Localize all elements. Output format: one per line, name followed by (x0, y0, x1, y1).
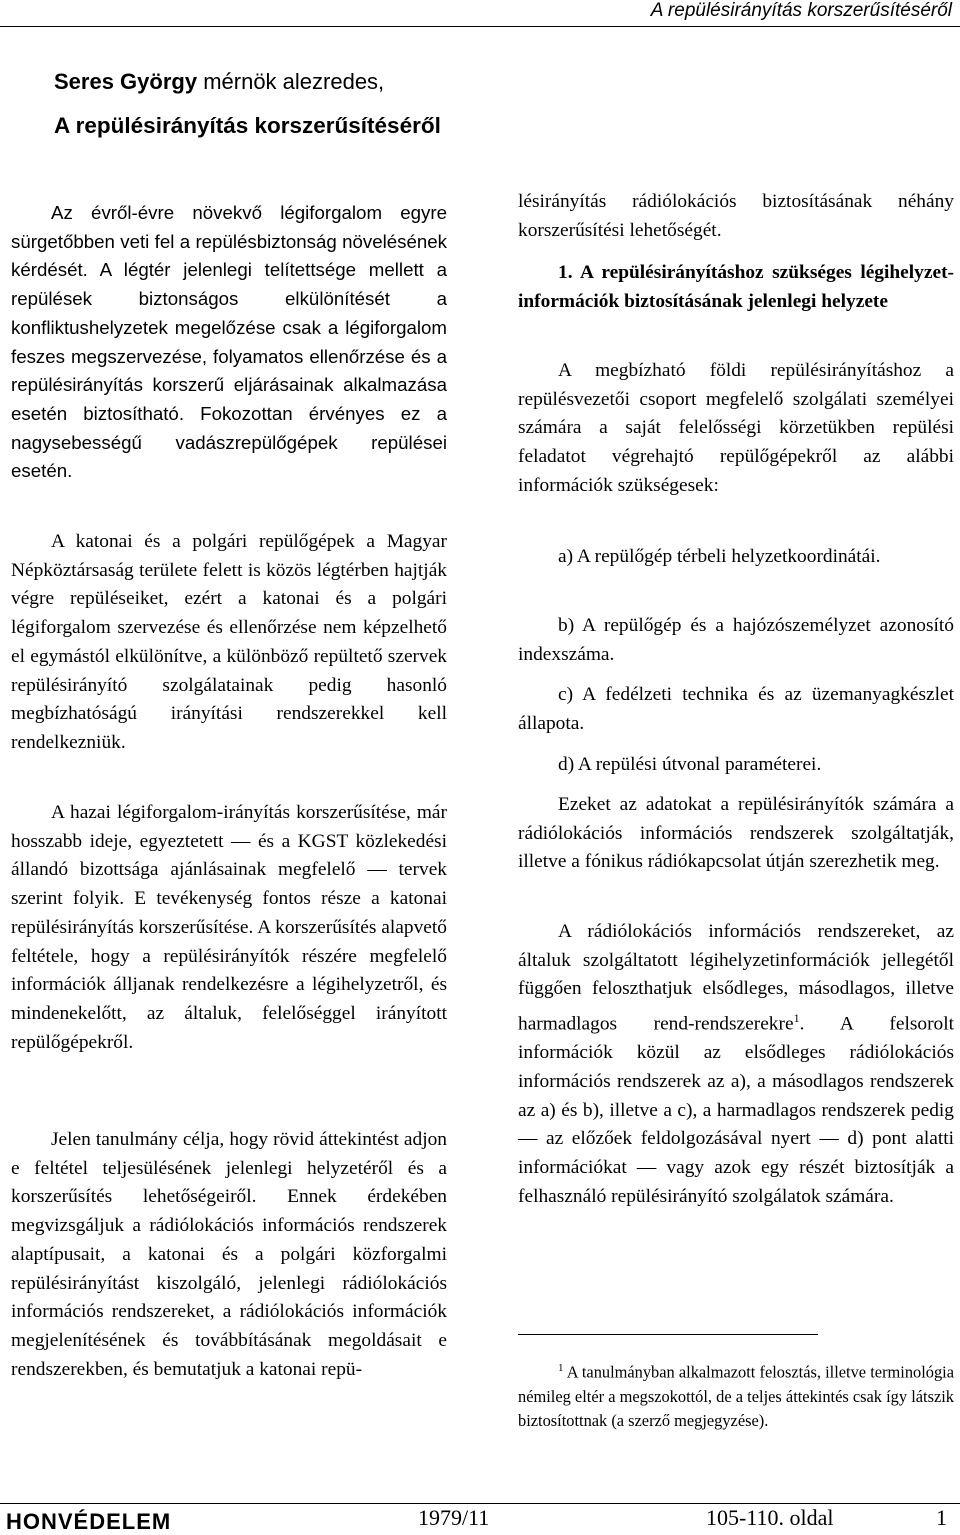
paragraph-study-aim: Jelen tanulmány célja, hogy rövid áttekintést adjon e feltétel teljesülésének jelenlegi helyzetéről és a korszerűsítés lehetőségeiről. Ennek érdekében megvizsgáljuk a rádiólokációs információs rendszerek alaptípusait, a katonai és a polgári közforgalmi repülésirányítást kiszolgáló, jelenlegi rádiólokációs információs rendszereket, a rádiólokációs információk megjelenítésének és továbbításának megoldásait e rendszerekben, és bemutatjuk a katonai repü- (11, 1129, 447, 1380)
footer-journal-name: HONVÉDELEM (6, 1509, 172, 1534)
paragraph-intro: Az évről-évre növekvő légiforgalom egyre sürgetőbben veti fel a repülésbiztonság növelésének kérdését. A légtér jelenlegi telítettsége mellett a repülések biztonságos elkülönítését a konfliktushelyzetek megelőzése csak a légiforgalom feszes megszervezése, folyamatos ellenőrzése és a repülésirányítás korszerű eljárásainak alkalmazása esetén biztosítható. Fokozottan érvényes ez a nagysebességű vadászrepülőgépek repülései esetén. (11, 202, 447, 482)
paragraph-continuation: lésirányítás rádiólokációs biztosításának néhány korszerűsítési lehetőségét. (518, 191, 954, 241)
paragraph-system-types: A rádiólokációs információs rendszereket, az általuk szolgáltatott légihelyzetinformációk jellegétől függően feloszthatjuk elsődleges, másodlagos, illetve harmadlagos rend-rendszerekre$^1$. A felsorolt információk közül az elsődleges rádiólokációs információs rendszerek az a), a másodlagos rendszerek az a) és b), illetve a c), a harmadlagos rendszerek pedig — az előzőek feldolgozásával nyert — d) pont alatti információkat — vagy azok egy részét biztosítják a felhasználó repülésirányító szolgálatok számára. (518, 921, 954, 1207)
paragraph-data-sources: Ezeket az adatokat a repülésirányítók számára a rádiólokációs információs rendszerek szolgáltatják, illetve a fónikus rádiókapcsolat útján szerezhetik meg. (518, 794, 954, 873)
list-item-c: c) A fedélzeti technika és az üzemanyagkészlet állapota. (518, 684, 954, 734)
paragraph-modernization: A hazai légiforgalom-irányítás korszerűsítése, már hosszabb ideje, egyeztetett — és a KGST közlekedési állandó bizottsága ajánlásainak megfelelő — tervek szerint folyik. E tevékenység fontos része a katonai repülésirányítás korszerűsítése. A korszerűsítés alapvető feltétele, hogy a repülésirányítók részére megfelelő információk álljanak rendelkezésre a légihelyzetről, és mindenekelőtt, az általuk, felelőséggel irányított repülőgépekről. (11, 802, 447, 1053)
author-name: Seres György (54, 69, 198, 94)
right-column (518, 0, 954, 1534)
paragraph-requirements: A megbízható földi repülésirányításhoz a repülésvezetői csoport megfelelő szolgálati személyei számára a saját felelősségi körzetükben repülési feladatot végrehajtó repülőgépekről az alábbi információk szükségesek: (518, 360, 954, 496)
footnote-reference: 1 (793, 1011, 800, 1026)
author-rank: mérnök alezredes, (197, 69, 385, 94)
footer-divider (0, 1503, 960, 1504)
footer-page-number: 1 (936, 1505, 947, 1530)
footnote: $^1$ A tanulmányban alkalmazott felosztás, illetve terminológia némileg eltér a megszokottól, de a teljes áttekintés csak így látszik biztosítottnak (a szerző megjegyzése). (518, 1362, 954, 1431)
footnote-divider (518, 1334, 818, 1335)
section-heading: 1. A repülésirányításhoz szükséges légihelyzet-információk biztosításának jelenlegi helyzete (518, 262, 954, 312)
article-title: A repülésirányítás korszerűsítéséről (54, 113, 441, 138)
list-item-b: b) A repülőgép és a hajózószemélyzet azonosító indexszáma. (518, 615, 954, 665)
footnote-mark: 1 (558, 1362, 564, 1374)
running-title: A repülésirányítás korszerűsítéséről (650, 0, 952, 21)
paragraph-joint-airspace: A katonai és a polgári repülőgépek a Magyar Népköztársaság területe felett is közös légtérben hajtják végre repüléseiket, ezért a katonai és a polgári légiforgalom szervezése és ellenőrzése nem képzelhető el egymástól elkülönítve, a különböző repültető szervek repülésirányító szolgálatainak pedig hasonló megbízhatóságú irányítási rendszerekkel kell rendelkezniük. (11, 531, 447, 753)
left-column (11, 0, 447, 1534)
footer-page-range: 105-110. oldal (706, 1505, 834, 1530)
list-item-a: a) A repülőgép térbeli helyzetkoordinátái. (558, 546, 881, 567)
list-item-d: d) A repülési útvonal paraméterei. (558, 754, 822, 775)
footer-issue: 1979/11 (418, 1505, 490, 1530)
